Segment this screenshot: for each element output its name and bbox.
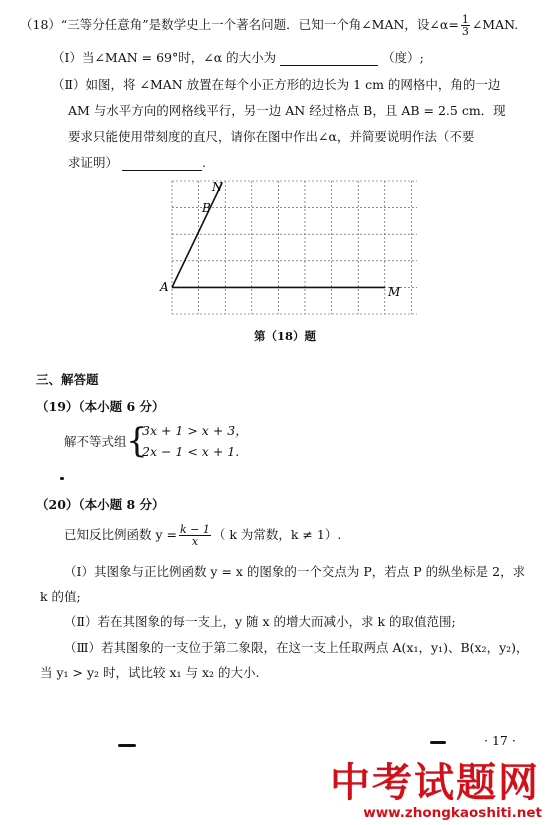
frac-denominator: 3 xyxy=(461,25,469,38)
q18-part2-line4-text: 求证明） xyxy=(68,155,119,170)
q19-heading: （19）（本小题 6 分） xyxy=(36,399,165,414)
q18-line1-end: ∠MAN. xyxy=(471,17,519,32)
watermark-url[interactable]: www.zhongkaoshiti.net xyxy=(363,805,542,821)
q20-function xyxy=(64,524,341,547)
label-A: A xyxy=(160,280,169,294)
q20-function-text: 已知反比例函数 y = xyxy=(64,527,177,542)
q19-inequality-1: 3x + 1 > x + 3， xyxy=(142,423,248,438)
q20-heading: （20）（本小题 8 分） xyxy=(36,497,165,512)
inequality-brace: { xyxy=(126,421,148,461)
label-N: N xyxy=(212,180,223,194)
q18-line1-text: （18）“三等分任意角”是数学史上一个著名问题．已知一个角∠MAN，设∠α= xyxy=(20,17,459,32)
q20-fraction xyxy=(179,524,211,547)
scan-mark-right xyxy=(430,741,446,744)
frac-numerator: k − 1 xyxy=(179,523,210,536)
frac-numerator: 1 xyxy=(461,13,469,26)
figure-caption: 第（18）题 xyxy=(254,329,317,343)
q18-part2-line2: AM 与水平方向的网格线平行，另一边 AN 经过格点 B，且 AB = 2.5 cm．现 xyxy=(68,103,506,118)
q18-part1-unit: （度）; xyxy=(382,50,424,65)
q20-part1-line2: k 的值; xyxy=(40,589,81,604)
q18-part2-line1: （Ⅱ）如图，将 ∠MAN 放置在每个小正方形的边长为 1 cm 的网格中，角的一边 xyxy=(52,77,501,92)
watermark-brand: 中考试题网 xyxy=(330,760,540,806)
q20-function-condition: （ k 为常数，k ≠ 1）. xyxy=(212,527,342,542)
q19-inequality-2: 2x − 1 < x + 1. xyxy=(142,444,240,459)
q18-part2-line3: 要求只能使用带刻度的直尺，请你在图中作出∠α，并简要说明作法（不要 xyxy=(68,129,475,144)
q20-part2: （Ⅱ）若在其图象的每一支上，y 随 x 的增大而减小，求 k 的取值范围; xyxy=(64,614,456,629)
answer-blank-1[interactable] xyxy=(280,52,378,66)
q18-fraction xyxy=(461,14,470,37)
grid-figure xyxy=(160,180,417,315)
q18-line1 xyxy=(20,14,518,37)
ray-AN xyxy=(172,183,222,287)
scan-speck xyxy=(60,477,64,480)
answer-blank-2[interactable] xyxy=(122,157,202,171)
q19-lead: 解不等式组 xyxy=(64,434,127,449)
q18-part2-line4 xyxy=(68,155,206,171)
label-M: M xyxy=(388,285,401,299)
q20-part1-line1: （Ⅰ）其图象与正比例函数 y = x 的图象的一个交点为 P，若点 P 的纵坐标是 2，求 xyxy=(64,564,526,579)
q18-part1-text: （Ⅰ）当∠MAN = 69°时，∠α 的大小为 xyxy=(52,50,277,65)
section-title: 三、解答题 xyxy=(36,372,99,387)
frac-denominator: x xyxy=(191,535,199,548)
q20-part3-line1: （Ⅲ）若其图象的一支位于第二象限，在这一支上任取两点 A(x₁，y₁)、B(x₂，y₂)， xyxy=(64,640,529,655)
page-number: · 17 · xyxy=(484,733,516,748)
q18-part2-line4-end: . xyxy=(202,155,206,170)
scan-mark-left xyxy=(118,744,136,747)
q18-part1 xyxy=(52,50,424,66)
label-B: B xyxy=(202,201,211,215)
q20-part3-line2: 当 y₁ > y₂ 时，试比较 x₁ 与 x₂ 的大小. xyxy=(40,665,260,680)
